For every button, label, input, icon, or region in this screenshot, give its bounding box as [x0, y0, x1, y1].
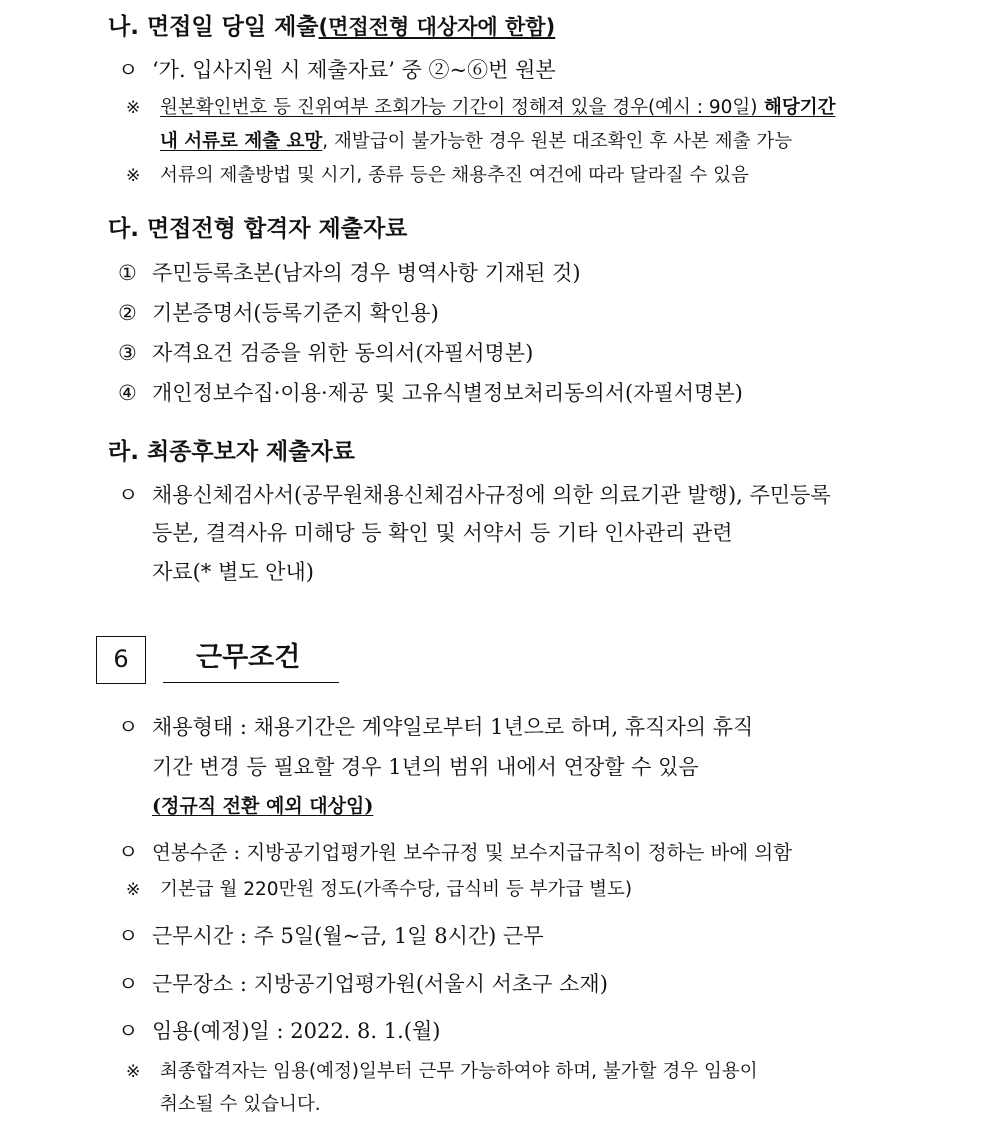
section-da-title: 다. 면접전형 합격자 제출자료 [108, 216, 408, 242]
section-ra-title: 라. 최종후보자 제출자료 [108, 439, 355, 465]
section-ra-line1: ㅇ 채용신체검사서(공무원채용신체검사규정에 의한 의료기관 발행), 주민등록 [118, 483, 831, 507]
section-da-item-2: ② 기본증명서(등록기준지 확인용) [118, 301, 439, 325]
working-hours-line: ㅇ 근무시간 : 주 5일(월~금, 1일 8시간) 근무 [118, 924, 544, 948]
section-6-number-box: 6 [96, 636, 146, 684]
work-location-line: ㅇ 근무장소 : 지방공기업평가원(서울시 서초구 소재) [118, 972, 608, 996]
section-da-item-1: ① 주민등록초본(남자의 경우 병역사항 기재된 것) [118, 261, 581, 285]
section-da-item-3: ③ 자격요건 검증을 위한 동의서(자필서명본) [118, 341, 534, 365]
section-da-item-4: ④ 개인정보수집·이용·제공 및 고유식별정보처리동의서(자필서명본) [118, 381, 743, 405]
employment-type-line2: 기간 변경 등 필요할 경우 1년의 범위 내에서 연장할 수 있음 [152, 755, 699, 779]
section-na-title: 나. 면접일 당일 제출(면접전형 대상자에 한함) [108, 14, 556, 40]
final-note-line1: ※ 최종합격자는 임용(예정)일부터 근무 가능하여야 하며, 불가할 경우 임용이 [126, 1061, 758, 1082]
section-na-note1-line2: 내 서류로 제출 요망, 재발급이 불가능한 경우 원본 대조확인 후 사본 제출 가능 [160, 131, 793, 152]
section-na-note1-line1: ※ 원본확인번호 등 진위여부 조회가능 기간이 정해져 있을 경우(예시 : 90일) 해당기간 [126, 97, 836, 118]
section-6-title-underline [163, 682, 339, 683]
section-na-item: ㅇ ‘가. 입사지원 시 제출자료’ 중 ②~⑥번 원본 [118, 58, 556, 82]
start-date-line: ㅇ 임용(예정)일 : 2022. 8. 1.(월) [118, 1019, 441, 1043]
section-na-note2: ※ 서류의 제출방법 및 시기, 종류 등은 채용추진 여건에 따라 달라질 수 있음 [126, 165, 749, 186]
salary-line: ㅇ 연봉수준 : 지방공기업평가원 보수규정 및 보수지급규칙이 정하는 바에 의함 [118, 840, 793, 864]
final-note-line2: 취소될 수 있습니다. [160, 1094, 321, 1115]
section-ra-line3: 자료(* 별도 안내) [152, 560, 314, 584]
employment-type-line1: ㅇ 채용형태 : 채용기간은 계약일로부터 1년으로 하며, 휴직자의 휴직 [118, 715, 754, 739]
salary-note: ※ 기본급 월 220만원 정도(가족수당, 급식비 등 부가급 별도) [126, 879, 633, 900]
section-ra-line2: 등본, 결격사유 미해당 등 확인 및 서약서 등 기타 인사관리 관련 [152, 521, 733, 545]
section-6-title: 근무조건 [196, 642, 301, 673]
employment-type-line3: (정규직 전환 예외 대상임) [152, 795, 374, 817]
